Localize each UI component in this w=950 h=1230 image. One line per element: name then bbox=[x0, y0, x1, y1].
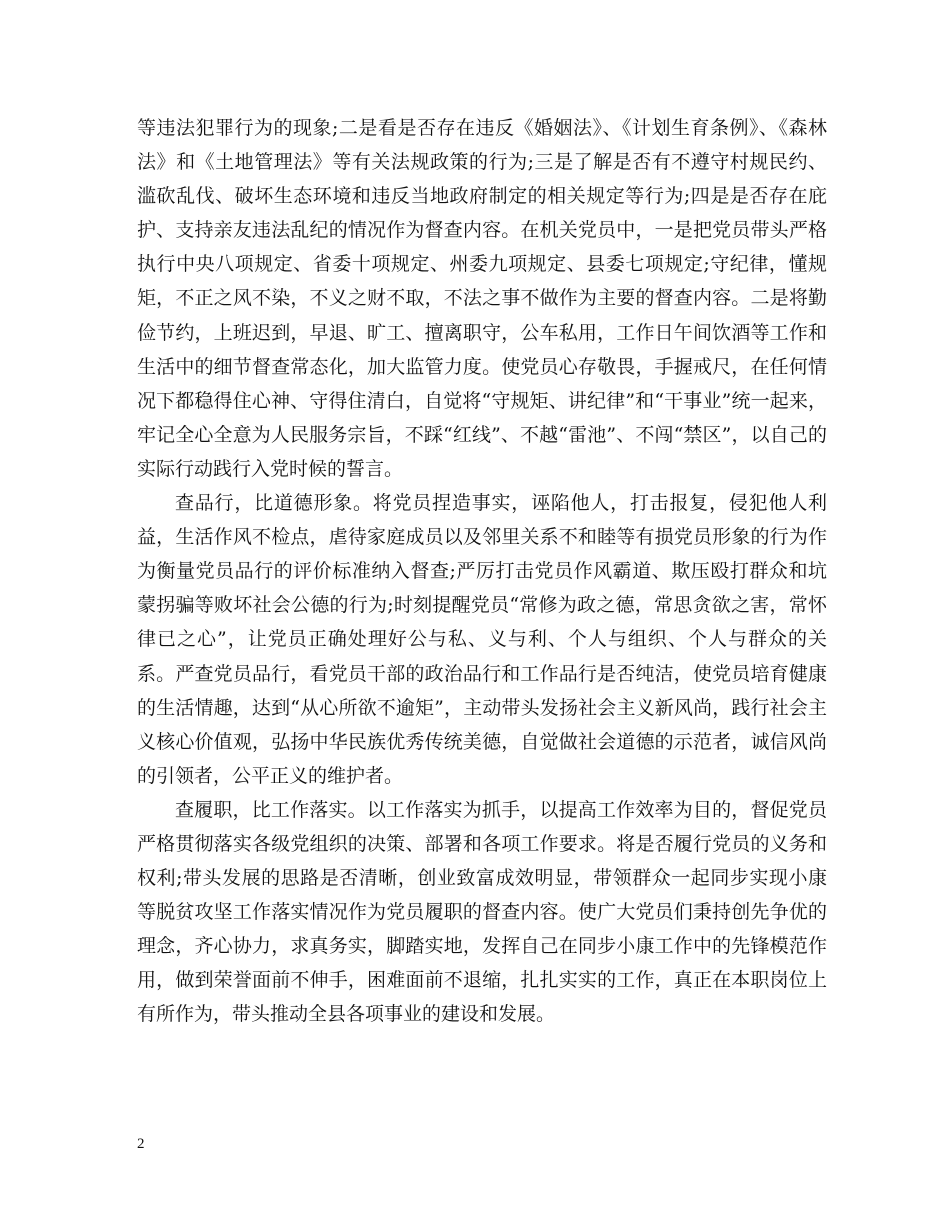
document-body bbox=[137, 111, 827, 1032]
paragraph-conduct: 查品行，比道德形象。将党员捏造事实，诬陷他人，打击报复，侵犯他人利益，生活作风不检点，虐待家庭成员以及邻里关系不和睦等有损党员形象的行为作为衡量党员品行的评价标准纳入督查;严厉打击党员作风霸道、欺压殴打群众和坑蒙拐骗等败坏社会公德的行为;时刻提醒党员“常修为政之德，常思贪欲之害，常怀律已之心”，让党员正确处理好公与私、义与利、个人与组织、个人与群众的关系。严查党员品行，看党员干部的政治品行和工作品行是否纯洁，使党员培育健康的生活情趣，达到“从心所欲不逾矩”，主动带头发扬社会主义新风尚，践行社会主义核心价值观，弘扬中华民族优秀传统美德，自觉做社会道德的示范者，诚信风尚的引领者，公平正义的维护者。 bbox=[137, 492, 827, 787]
paragraph-duty: 查履职，比工作落实。以工作落实为抓手，以提高工作效率为目的，督促党员严格贯彻落实各级党组织的决策、部署和各项工作要求。将是否履行党员的义务和权利;带头发展的思路是否清晰，创业致富成效明显，带领群众一起同步实现小康等脱贫攻坚工作落实情况作为党员履职的督查内容。使广大党员们秉持创先争优的理念，齐心协力，求真务实，脚踏实地，发挥自己在同步小康工作中的先锋模范作用，做到荣誉面前不伸手，困难面前不退缩，扎扎实实的工作，真正在本职岗位上有所作为，带头推动全县各项事业的建设和发展。 bbox=[137, 798, 827, 1026]
paragraph-continuation: 等违法犯罪行为的现象;二是看是否存在违反《婚姻法》、《计划生育条例》、《森林法》和《土地管理法》等有关法规政策的行为;三是了解是否有不遵守村规民约、滥砍乱伐、破坏生态环境和违反当地政府制定的相关规定等行为;四是是否存在庇护、支持亲友违法乱纪的情况作为督查内容。在机关党员中，一是把党员带头严格执行中央八项规定、省委十项规定、州委九项规定、县委七项规定;守纪律，懂规矩，不正之风不染，不义之财不取，不法之事不做作为主要的督查内容。二是将勤俭节约，上班迟到，早退、旷工、擅离职守，公车私用，工作日午间饮酒等工作和生活中的细节督查常态化，加大监管力度。使党员心存敬畏，手握戒尺，在任何情况下都稳得住心神、守得住清白，自觉将“守规矩、讲纪律”和“干事业”统一起来，牢记全心全意为人民服务宗旨，不踩“红线”、不越“雷池”、不闯“禁区”，以自己的实际行动践行入党时候的誓言。 bbox=[137, 117, 827, 480]
page-number: 2 bbox=[137, 1136, 145, 1152]
